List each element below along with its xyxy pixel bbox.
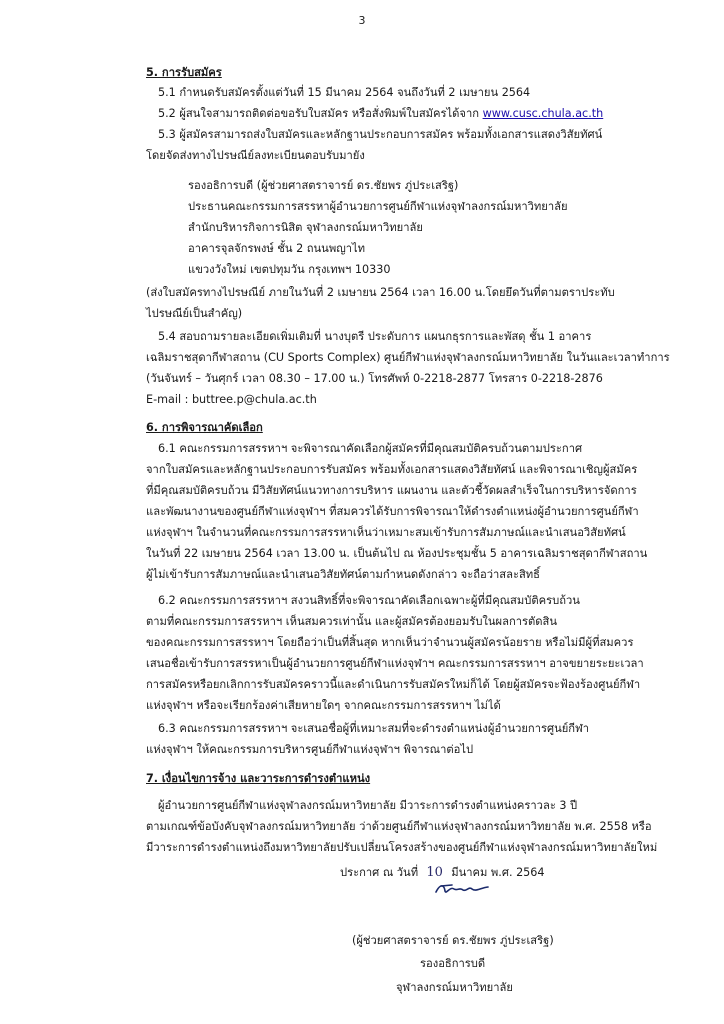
clause-6-1-line: แห่งจุฬาฯ ในจำนวนที่คณะกรรมการสรรหาเห็นว่าเหมาะสมเข้ารับการสัมภาษณ์และนำเสนอวิสัยทัศน์ <box>146 526 626 539</box>
section-7-heading: 7. เงื่อนไขการจ้าง และวาระการดำรงตำแหน่ง <box>146 772 371 785</box>
clause-6-2-line: แห่งจุฬาฯ หรือจะเรียกร้องค่าเสียหายใดๆ จากคณะกรรมการสรรหาฯ ไม่ได้ <box>146 699 501 712</box>
address-line: ประธานคณะกรรมการสรรหาผู้อำนวยการศูนย์กีฬาแห่งจุฬาลงกรณ์มหาวิทยาลัย <box>188 200 568 213</box>
clause-6-1-line: และพัฒนางานของศูนย์กีฬาแห่งจุฬาฯ ที่สมควรได้รับการพิจารณาให้ดำรงตำแหน่งผู้อำนวยการศูนย์กีฬา <box>146 505 639 518</box>
clause-6-2-line: ตามที่คณะกรรมการสรรหาฯ เห็นสมควรเท่านั้น และผู้สมัครต้องยอมรับในผลการตัดสิน <box>146 615 558 628</box>
section-7-line: มีวาระการดำรงตำแหน่งถึงมหาวิทยาลัยปรับเปลี่ยนโครงสร้างของศูนย์กีฬาแห่งจุฬาลงกรณ์มหาวิทยาลัยใหม่ <box>146 841 658 854</box>
signature-image <box>432 878 492 900</box>
clause-6-1-line: ในวันที่ 22 เมษายน 2564 เวลา 13.00 น. เป็นต้นไป ณ ห้องประชุมชั้น 5 อาคารเฉลิมราชสุดากีฬาสถาน <box>146 547 648 560</box>
clause-5-4-line: 5.4 สอบถามรายละเอียดเพิ่มเติมที่ นางบุตรี ประดับการ แผนกธุรการและพัสดุ ชั้น 1 อาคาร <box>158 330 592 343</box>
clause-6-2-line: ของคณะกรรมการสรรหาฯ โดยถือว่าเป็นที่สิ้นสุด หากเห็นว่าจำนวนผู้สมัครน้อยราย หรือไม่มีผู้ที่สมควร <box>146 636 634 649</box>
section-6-heading: 6. การพิจารณาคัดเลือก <box>146 421 263 434</box>
contact-email: E-mail : buttree.p@chula.ac.th <box>146 393 317 406</box>
signer-position: รองอธิการบดี <box>420 957 486 970</box>
clause-5-3-line-1: 5.3 ผู้สมัครสามารถส่งใบสมัครและหลักฐานประกอบการสมัคร พร้อมทั้งเอกสารแสดงวิสัยทัศน์ <box>158 128 603 141</box>
section-5-heading: 5. การรับสมัคร <box>146 66 222 79</box>
signer-name: (ผู้ช่วยศาสตราจารย์ ดร.ชัยพร ภู่ประเสริฐ) <box>352 934 554 947</box>
signer-organization: จุฬาลงกรณ์มหาวิทยาลัย <box>396 981 513 994</box>
clause-6-2-line: 6.2 คณะกรรมการสรรหาฯ สงวนสิทธิ์ที่จะพิจารณาคัดเลือกเฉพาะผู้ที่มีคุณสมบัติครบถ้วน <box>158 594 580 607</box>
clause-5-4-line: (วันจันทร์ – วันศุกร์ เวลา 08.30 – 17.00 น.) โทรศัพท์ 0-2218-2877 โทรสาร 0-2218-2876 <box>146 372 603 385</box>
mail-note-line-2: ไปรษณีย์เป็นสำคัญ) <box>146 307 243 320</box>
clause-5-2-text: 5.2 ผู้สนใจสามารถติดต่อขอรับใบสมัคร หรือสั่งพิมพ์ใบสมัครได้จาก <box>158 107 483 120</box>
mail-note-line-1: (ส่งใบสมัครทางไปรษณีย์ ภายในวันที่ 2 เมษายน 2564 เวลา 16.00 น.โดยยึดวันที่ตามตราประทับ <box>146 286 615 299</box>
page-number: 3 <box>358 14 366 27</box>
clause-6-3-line: แห่งจุฬาฯ ให้คณะกรรมการบริหารศูนย์กีฬาแห่งจุฬาฯ พิจารณาต่อไป <box>146 743 474 756</box>
address-line: แขวงวังใหม่ เขตปทุมวัน กรุงเทพฯ 10330 <box>188 263 391 276</box>
address-line: รองอธิการบดี (ผู้ช่วยศาสตราจารย์ ดร.ชัยพร ภู่ประเสริฐ) <box>188 179 459 192</box>
clause-6-1-line: ผู้ไม่เข้ารับการสัมภาษณ์และนำเสนอวิสัยทัศน์ตามกำหนดดังกล่าว จะถือว่าสละสิทธิ์ <box>146 568 540 581</box>
section-7-line: ผู้อำนวยการศูนย์กีฬาแห่งจุฬาลงกรณ์มหาวิทยาลัย มีวาระการดำรงตำแหน่งคราวละ 3 ปี <box>158 799 578 812</box>
clause-6-1-line: 6.1 คณะกรรมการสรรหาฯ จะพิจารณาคัดเลือกผู้สมัครที่มีคุณสมบัติครบถ้วนตามประกาศ <box>158 442 583 455</box>
clause-6-3-line: 6.3 คณะกรรมการสรรหาฯ จะเสนอชื่อผู้ที่เหมาะสมที่จะดำรงตำแหน่งผู้อำนวยการศูนย์กีฬา <box>158 722 589 735</box>
handwritten-day: 10 <box>426 865 443 880</box>
address-line: อาคารจุลจักรพงษ์ ชั้น 2 ถนนพญาไท <box>188 242 366 255</box>
clause-6-2-line: เสนอชื่อเข้ารับการสรรหาเป็นผู้อำนวยการศูนย์กีฬาแห่งจุฬาฯ คณะกรรมการสรรหาฯ อาจขยายระยะเวลา <box>146 657 644 670</box>
clause-5-2 <box>158 107 603 121</box>
section-7-line: ตามเกณฑ์ข้อบังคับจุฬาลงกรณ์มหาวิทยาลัย ว่าด้วยศูนย์กีฬาแห่งจุฬาลงกรณ์มหาวิทยาลัย พ.ศ. 2558 หรือ <box>146 820 652 833</box>
clause-6-2-line: การสมัครหรือยกเลิกการรับสมัครคราวนี้และดำเนินการรับสมัครใหม่ก็ได้ โดยผู้สมัครจะฟ้องร้องศูนย์กีฬา <box>146 678 641 691</box>
clause-5-3-line-2: โดยจัดส่งทางไปรษณีย์ลงทะเบียนตอบรับมายัง <box>146 149 365 162</box>
address-line: สำนักบริหารกิจการนิสิต จุฬาลงกรณ์มหาวิทยาลัย <box>188 221 423 234</box>
clause-6-1-line: ที่มีคุณสมบัติครบถ้วน มีวิสัยทัศน์แนวทางการบริหาร แผนงาน และตัวชี้วัดผลสำเร็จในการบริหารจัดการ <box>146 484 637 497</box>
website-link[interactable]: www.cusc.chula.ac.th <box>482 107 604 120</box>
announcement-prefix: ประกาศ ณ วันที่ <box>340 866 419 879</box>
clause-5-1: 5.1 กำหนดรับสมัครตั้งแต่วันที่ 15 มีนาคม 2564 จนถึงวันที่ 2 เมษายน 2564 <box>158 86 531 99</box>
clause-5-4-line: เฉลิมราชสุดากีฬาสถาน (CU Sports Complex) ศูนย์กีฬาแห่งจุฬาลงกรณ์มหาวิทยาลัย ในวันและเวลาทำการ <box>146 351 670 364</box>
clause-6-1-line: จากใบสมัครและหลักฐานประกอบการรับสมัคร พร้อมทั้งเอกสารแสดงวิสัยทัศน์ และพิจารณาเชิญผู้สมัคร <box>146 463 638 476</box>
announcement-suffix: มีนาคม พ.ศ. 2564 <box>451 866 545 879</box>
